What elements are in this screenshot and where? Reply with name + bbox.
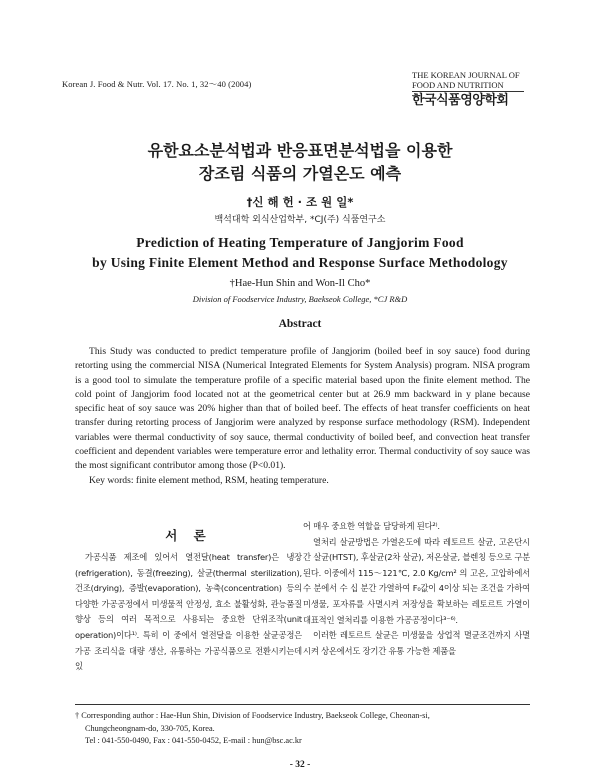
abstract-text [75,345,530,488]
right-column [303,519,530,659]
korean-affiliation: 백석대학 외식산업학부, *CJ(주) 식품연구소 [214,215,386,225]
intro-paragraph-1: 가공식품 제조에 있어서 열전달(heat transfer)은 냉장(refrigeration), 동결(freezing), 살균(thermal sterilization), 건조(drying), 증발(evaporation), 농축(concentration) 등의 다양한 가공공정에서 미생물적 안정성, 효소 불활성화, 관능품질 향상 등의 여러 목적으로 사용되는 중요한 단위조작(unit operation)이다¹⁾. 특히 이 중에서 열전달을 이용한 살균공정은 가공 조리식을 대량 생산, 유통하는 가공식품으로 전환시키는데 있 [75,552,302,672]
left-column [75,550,302,675]
journal-korean-name: 한국식품영양학회 [412,93,509,108]
footnote-line2: Chungcheongnam-do, 330-705, Korea. [85,723,215,733]
english-affiliation: Division of Foodservice Industry, Baekseok College, *CJ R&D [192,294,408,304]
page-number: - 32 - [289,760,311,770]
footnote-line1: † Corresponding author : Hae-Hun Shin, Division of Foodservice Industry, Baekseok College, Cheonan-si, [75,711,430,720]
footnote-rule [75,704,530,705]
intro-paragraph-1-continued: 어 매우 중요한 역할을 담당하게 된다²⁾. [303,521,440,531]
section-heading-introduction: 서 론 [165,528,212,543]
keywords: Key words: finite element method, RSM, heating temperature. [89,474,329,486]
english-authors: †Hae-Hun Shin and Won-Il Cho* [229,278,371,289]
abstract-body: This Study was conducted to predict temperature profile of Jangjorim (boiled beef in soy sauce) food during retorting using the commercial NISA (Numerical Integrated Elements for System Analysis) program. NISA program is a good tool to simulate the temperature profile of a specific material based upon the finite element method. The cold point of Jangjorim food located not at the geometrical center but at 26.9 mm backward in y plane because specific heat of soy sauce was 20% higher than that of boiled beef. The effects of heat transfer coefficients on heat transfer during retorting process of Jangjorim were analyzed by response surface methodology (RSM). Independent variables were thermal conductivity of soy sauce, thermal conductivity of boiled beef, and convection heat transfer coefficient and dependent variables were temperature error and lethality error. Thermal conductivity of soy sauce was the most significant contributor among those (P<0.01). [75,346,530,472]
journal-masthead [412,70,532,108]
english-title-line2: by Using Finite Element Method and Response Surface Methodology [92,255,508,270]
citation: Korean J. Food & Nutr. Vol. 17. No. 1, 32～40 (2004) [62,79,252,89]
korean-authors: †신 해 헌 · 조 원 일* [246,195,354,209]
footnote [75,710,535,748]
intro-paragraph-3: 이러한 레토르트 살균은 미생물을 상업적 멸균조건까지 사멸시켜 상온에서도 장기간 유통 가능한 제품을 [303,630,530,656]
korean-title-line2: 장조림 식품의 가열온도 예측 [198,164,402,183]
abstract-heading: Abstract [278,318,322,330]
intro-paragraph-2: 열처리 살균방법은 가열온도에 따라 레토르트 살균, 고온단시간 살균(HTST), 후살균(2차 살균), 저온살균, 블렌칭 등으로 구분된다. 이중에서 115～121℃, 2.0 Kg/cm² 의 고온, 고압하에서 수 분에서 수 십 분간 가열하여 F₀값이 4이상 되는 조건을 가하여 미생물, 포자류를 사멸시켜 저장성을 확보하는 레토르트 가열이 대표적인 열처리를 이용한 가공공정이다³⁻⁶⁾. [303,536,530,625]
journal-rule [412,91,524,92]
footnote-line3: Tel : 041-550-0490, Fax : 041-550-0452, E-mail : hun@bsc.ac.kr [85,736,302,745]
korean-title-line1: 유한요소분석법과 반응표면분석법을 이용한 [147,141,453,160]
journal-name-line2: FOOD AND NUTRITION [412,80,504,90]
journal-name-line1: THE KOREAN JOURNAL OF [412,70,520,80]
english-title-line1: Prediction of Heating Temperature of Jangjorim Food [136,235,464,250]
